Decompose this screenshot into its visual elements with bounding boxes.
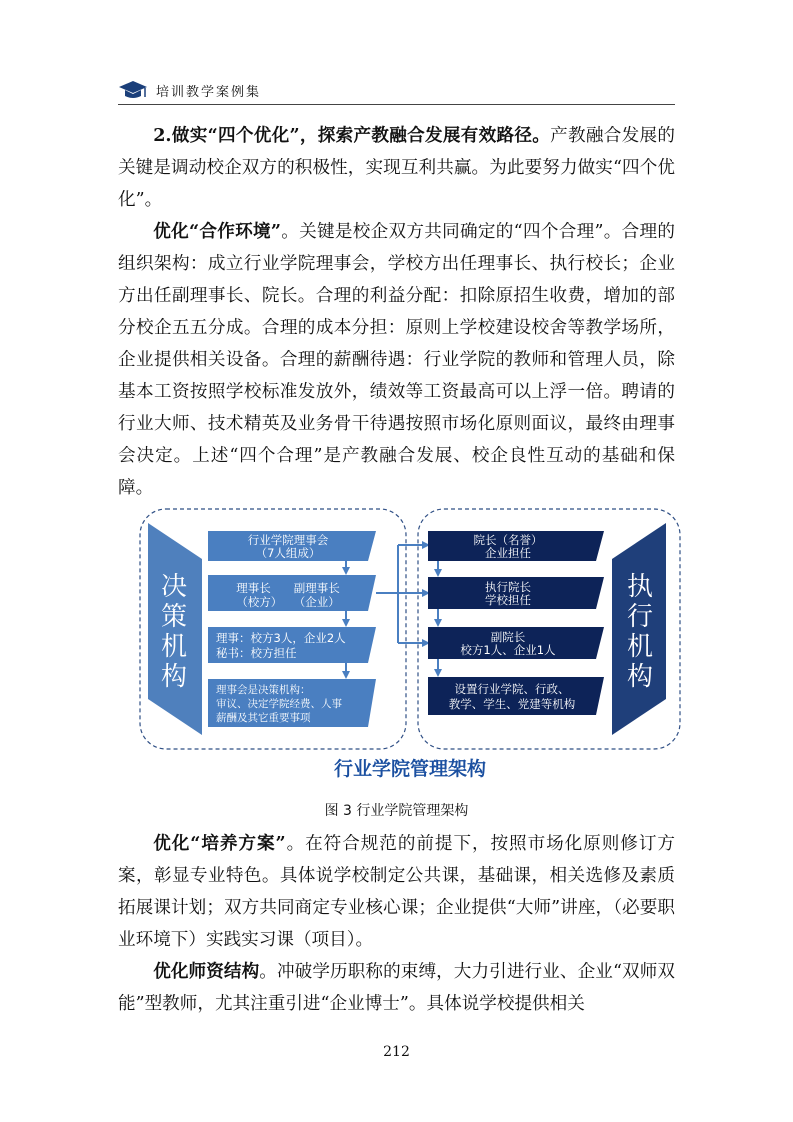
box-text: 院长（名誉）: [473, 533, 543, 547]
box-text: 行业学院理事会: [247, 533, 329, 547]
box-text: 执行院长: [485, 580, 531, 594]
graduation-cap-icon: [118, 79, 148, 101]
paragraph-lead: 优化“培养方案”: [153, 833, 286, 854]
box-text: （校方） （企业）: [236, 595, 340, 609]
paragraph: [118, 216, 675, 504]
figure-caption: 图 3 行业学院管理架构: [324, 803, 469, 819]
body-text-bottom: [118, 828, 675, 1020]
box-text: 企业担任: [485, 546, 531, 560]
box-text: 设置行业学院、行政、: [454, 682, 570, 696]
right-label-char: 执: [626, 572, 654, 602]
box-text: （7人组成）: [255, 546, 321, 560]
box-text: 秘书：校方担任: [216, 646, 297, 660]
header-rule: [118, 104, 675, 105]
page-number: 212: [383, 1044, 410, 1060]
paragraph-body: 。关键是校企双方共同确定的“四个合理”。合理的组织架构：成立行业学院理事会，学校方出任理事长、执行校长；企业方出任副理事长、院长。合理的利益分配：扣除原招生收费，增加的部分校企五五分成。合理的成本分担：原则上学校建设校舍等教学场所，企业提供相关设备。合理的薪酬待遇：行业学院的教师和管理人员，除基本工资按照学校标准发放外，绩效等工资最高可以上浮一倍。聘请的行业大师、技术精英及业务骨干待遇按照市场化原则面议，最终由理事会决定。上述“四个合理”是产教融合发展、校企良性互动的基础和保障。: [118, 222, 675, 498]
right-label-char: 构: [626, 662, 654, 692]
box-text: 理事会是决策机构：: [216, 684, 311, 696]
box-text: 薪酬及其它重要事项: [216, 712, 311, 724]
management-structure-diagram: [136, 503, 684, 793]
box-text: 理事：校方3人，企业2人: [216, 631, 346, 645]
box-text: 学校担任: [485, 593, 531, 607]
left-label-char: 决: [160, 572, 188, 602]
box-text: 副院长: [490, 630, 526, 644]
body-text-top: [118, 120, 675, 504]
paragraph-body: 。冲破学历职称的束缚，大力引进行业、企业“双师双能”型教师，尤其注重引进“企业博士”。具体说学校提供相关: [118, 962, 675, 1014]
header-title: 培训教学案例集: [156, 84, 262, 100]
diagram-title: 行业学院管理架构: [333, 758, 487, 780]
paragraph: [118, 120, 675, 216]
paragraph-lead: 优化“合作环境”: [153, 221, 281, 242]
running-header: [118, 76, 261, 104]
paragraph-body: 产教融合发展的关键是调动校企双方的积极性，实现互利共赢。为此要努力做实“四个优化”。: [118, 126, 675, 210]
box-text: 理事长 副理事长: [236, 581, 340, 595]
paragraph-lead: 优化师资结构: [153, 961, 260, 982]
box-text: 校方1人、企业1人: [460, 643, 556, 657]
left-label-char: 机: [160, 632, 188, 662]
left-label-char: 策: [160, 602, 188, 632]
right-label-char: 机: [626, 632, 654, 662]
paragraph: [118, 828, 675, 956]
right-label-char: 行: [626, 602, 654, 632]
paragraph-body: 。在符合规范的前提下，按照市场化原则修订方案，彰显专业特色。具体说学校制定公共课，基础课，相关选修及素质拓展课计划；双方共同商定专业核心课；企业提供“大师”讲座，（必要职业环境下）实践实习课（项目）。: [118, 834, 675, 950]
box-text: 审议、决定学院经费、人事: [216, 698, 342, 710]
paragraph: [118, 956, 675, 1020]
box-text: 教学、学生、党建等机构: [448, 697, 576, 711]
left-label-char: 构: [160, 662, 188, 692]
paragraph-lead: 2.做实“四个优化”，探索产教融合发展有效路径。: [153, 125, 551, 146]
